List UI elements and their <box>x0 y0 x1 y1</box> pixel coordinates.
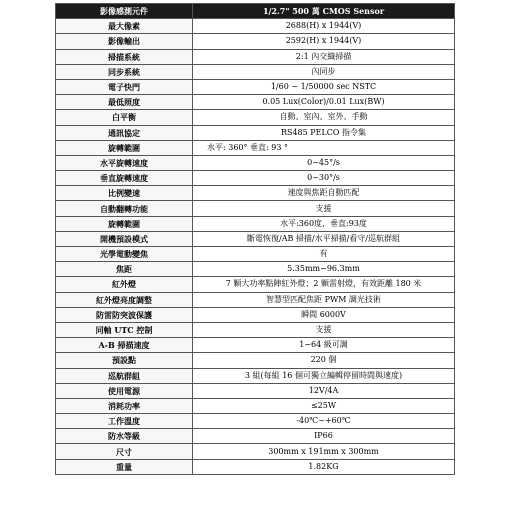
spec-value: 水平: 360° 垂直: 93 ° <box>193 140 455 155</box>
spec-key: 防水等級 <box>56 429 193 444</box>
spec-key: 防雷防突波保護 <box>56 307 193 322</box>
spec-row <box>56 429 455 444</box>
spec-value: 1~64 級可調 <box>193 338 455 353</box>
spec-key: 最大像素 <box>56 19 193 34</box>
spec-row <box>56 307 455 322</box>
spec-table-body <box>56 4 455 475</box>
spec-key: 尺寸 <box>56 444 193 459</box>
spec-key: 焦距 <box>56 262 193 277</box>
spec-row <box>56 231 455 246</box>
spec-row <box>56 155 455 170</box>
spec-row <box>56 292 455 307</box>
spec-row <box>56 322 455 337</box>
spec-row <box>56 64 455 79</box>
spec-key: 垂直旋轉速度 <box>56 171 193 186</box>
spec-row <box>56 247 455 262</box>
spec-key: A-B 掃描速度 <box>56 338 193 353</box>
spec-value: 2688(H) x 1944(V) <box>193 19 455 34</box>
spec-key: 旋轉範圍 <box>56 216 193 231</box>
spec-key: 電子快門 <box>56 79 193 94</box>
spec-row <box>56 79 455 94</box>
spec-key: 自動翻轉功能 <box>56 201 193 216</box>
spec-row <box>56 444 455 459</box>
spec-key: 掃描系統 <box>56 49 193 64</box>
spec-row <box>56 383 455 398</box>
spec-key: 開機預設模式 <box>56 231 193 246</box>
spec-row <box>56 338 455 353</box>
spec-key: 影像輸出 <box>56 34 193 49</box>
spec-key: 同步系統 <box>56 64 193 79</box>
spec-value: 1.82KG <box>193 459 455 474</box>
spec-key: 比例變速 <box>56 186 193 201</box>
spec-value: ≤25W <box>193 398 455 413</box>
spec-row <box>56 262 455 277</box>
spec-value: 斷電恢復/AB 掃描/水平掃描/看守/巡航群組 <box>193 231 455 246</box>
spec-row <box>56 171 455 186</box>
spec-row <box>56 414 455 429</box>
spec-row <box>56 398 455 413</box>
spec-key: 水平旋轉速度 <box>56 155 193 170</box>
spec-value: 自動、室內、室外、手動 <box>193 110 455 125</box>
spec-value: 300mm x 191mm x 300mm <box>193 444 455 459</box>
spec-value: 支援 <box>193 201 455 216</box>
spec-value: 0~30°/s <box>193 171 455 186</box>
spec-value: -40℃~+60℃ <box>193 414 455 429</box>
spec-key: 旋轉範圍 <box>56 140 193 155</box>
spec-key: 最低照度 <box>56 95 193 110</box>
spec-table <box>55 3 455 475</box>
spec-value: IP66 <box>193 429 455 444</box>
spec-value: 支援 <box>193 322 455 337</box>
spec-value: 1/60 ~ 1/50000 sec NSTC <box>193 79 455 94</box>
spec-value: 瞬間 6000V <box>193 307 455 322</box>
spec-row <box>56 368 455 383</box>
spec-row <box>56 186 455 201</box>
spec-row <box>56 19 455 34</box>
spec-value: 2592(H) x 1944(V) <box>193 34 455 49</box>
spec-value: RS485 PELCO 指令集 <box>193 125 455 140</box>
spec-key: 通訊協定 <box>56 125 193 140</box>
spec-header-value: 1/2.7" 500 萬 CMOS Sensor <box>193 4 455 19</box>
spec-value: 智慧型匹配焦距 PWM 調光技術 <box>193 292 455 307</box>
spec-key: 光學電動變焦 <box>56 247 193 262</box>
spec-key: 消耗功率 <box>56 398 193 413</box>
spec-value: 0~45°/s <box>193 155 455 170</box>
spec-value: 有 <box>193 247 455 262</box>
spec-key: 預設點 <box>56 353 193 368</box>
spec-value: 5.35mm~96.3mm <box>193 262 455 277</box>
spec-header-key: 影像感測元件 <box>56 4 193 19</box>
spec-row <box>56 201 455 216</box>
spec-row <box>56 353 455 368</box>
spec-key: 使用電源 <box>56 383 193 398</box>
spec-value: 3 組(每組 16 個可獨立編輯停留時間與速度) <box>193 368 455 383</box>
spec-row <box>56 34 455 49</box>
spec-key: 紅外燈亮度調整 <box>56 292 193 307</box>
spec-key: 重量 <box>56 459 193 474</box>
spec-value: 內同步 <box>193 64 455 79</box>
spec-value: 水平:360度，垂直:93度 <box>193 216 455 231</box>
spec-sheet <box>55 3 455 475</box>
spec-value: 7 顆大功率點陣紅外燈；2 顆雷射燈，有效距離 180 米 <box>193 277 455 292</box>
spec-key: 巡航群組 <box>56 368 193 383</box>
spec-row <box>56 459 455 474</box>
spec-row <box>56 110 455 125</box>
spec-key: 工作溫度 <box>56 414 193 429</box>
spec-key: 紅外燈 <box>56 277 193 292</box>
spec-row <box>56 49 455 64</box>
spec-row <box>56 140 455 155</box>
spec-header-row <box>56 4 455 19</box>
spec-value: 0.05 Lux(Color)/0.01 Lux(BW) <box>193 95 455 110</box>
spec-row <box>56 95 455 110</box>
spec-key: 同軸 UTC 控制 <box>56 322 193 337</box>
spec-value: 速度與焦距自動匹配 <box>193 186 455 201</box>
spec-value: 220 個 <box>193 353 455 368</box>
spec-row <box>56 125 455 140</box>
spec-value: 2:1 內交織掃描 <box>193 49 455 64</box>
spec-row <box>56 277 455 292</box>
spec-value: 12V/4A <box>193 383 455 398</box>
spec-key: 白平衡 <box>56 110 193 125</box>
spec-row <box>56 216 455 231</box>
